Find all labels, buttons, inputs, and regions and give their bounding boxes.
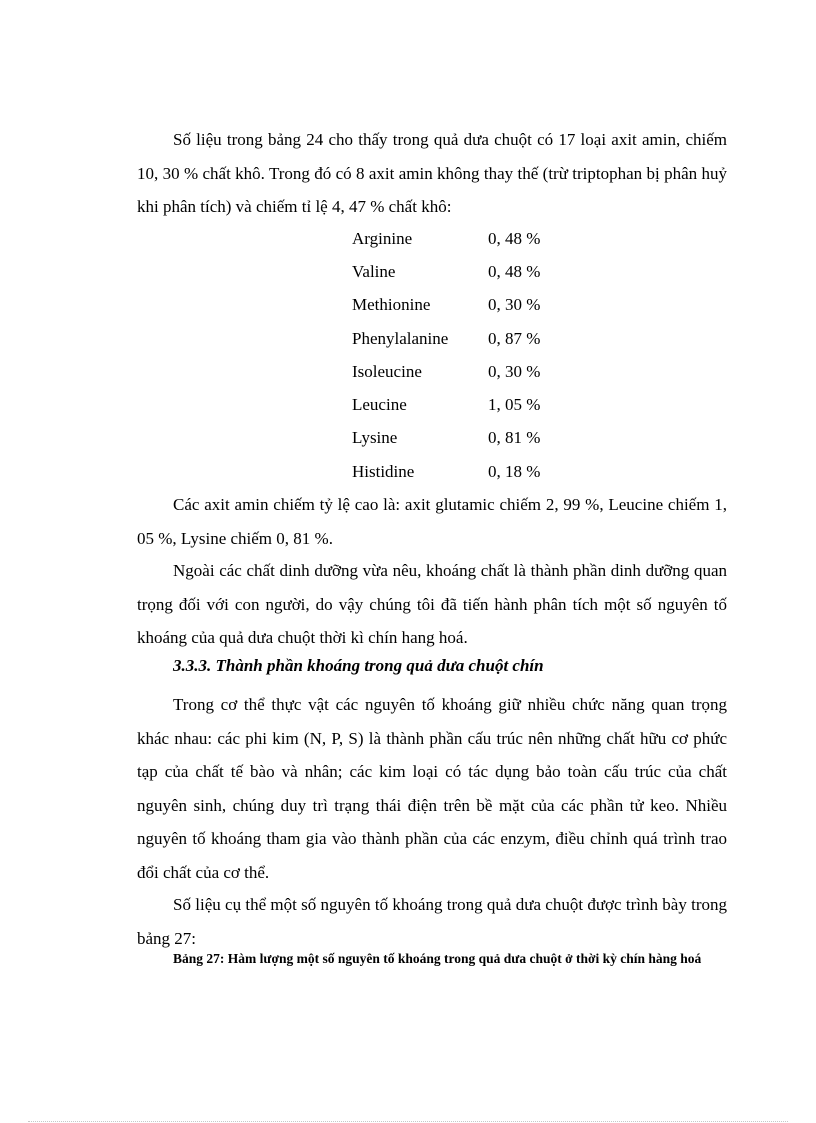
amino-acid-name: Histidine — [352, 461, 415, 481]
table-row — [352, 322, 540, 355]
amino-acid-name: Lysine — [352, 428, 398, 448]
amino-acid-name: Isoleucine — [352, 361, 422, 381]
amino-acid-name: Valine — [352, 261, 396, 281]
amino-acid-name: Phenylalanine — [352, 328, 449, 348]
paragraph-mineral-intro — [137, 554, 727, 655]
table-row — [352, 255, 540, 288]
amino-acid-value: 0, 87 % — [488, 328, 541, 348]
table-row — [352, 422, 540, 455]
paragraph-text: Số liệu cụ thể một số nguyên tố khoáng trong quả dưa chuột được trình bày trong bảng 27: — [137, 895, 727, 948]
amino-acid-value: 0, 18 % — [488, 461, 541, 481]
amino-acid-value: 0, 81 % — [488, 428, 541, 448]
amino-acid-name: Leucine — [352, 395, 407, 415]
paragraph-text: Ngoài các chất dinh dưỡng vừa nêu, khoáng chất là thành phần dinh dưỡng quan trọng đối với con người, do vậy chúng tôi đã tiến hành phân tích một số nguyên tố khoáng của quả dưa chuột thời kì chín hang hoá. — [137, 561, 727, 647]
paragraph-text: Số liệu trong bảng 24 cho thấy trong quả dưa chuột có 17 loại axit amin, chiếm 10, 30 % chất khô. Trong đó có 8 axit amin không thay thế (trừ triptophan bị phân huỷ khi phân tích) và chiếm tỉ lệ 4, 47 % chất khô: — [137, 130, 727, 216]
table-caption — [137, 946, 727, 972]
amino-acid-value: 0, 30 % — [488, 361, 541, 381]
page-bottom-divider — [28, 1121, 788, 1122]
table-caption-text: Bảng 27: Hàm lượng một số nguyên tố khoáng trong quả dưa chuột ở thời kỳ chín hàng hoá — [173, 951, 702, 966]
table-row — [352, 289, 540, 322]
table-row — [352, 222, 540, 255]
amino-acid-value: 0, 48 % — [488, 261, 541, 281]
paragraph-amino-acid-summary — [137, 123, 727, 224]
paragraph-table-reference — [137, 888, 727, 955]
amino-acid-name: Arginine — [352, 228, 413, 248]
amino-acid-value: 0, 30 % — [488, 295, 541, 315]
amino-acid-name: Methionine — [352, 295, 431, 315]
paragraph-high-amino-acids — [137, 488, 727, 555]
amino-acid-value: 1, 05 % — [488, 395, 541, 415]
amino-acid-table — [352, 222, 540, 488]
paragraph-text: Trong cơ thể thực vật các nguyên tố khoáng giữ nhiều chức năng quan trọng khác nhau: các phi kim (N, P, S) là thành phần cấu trúc nên những chất hữu cơ phức tạp của chất tế bào và nhân; các kim loại có tác dụng bảo toàn cấu trúc của chất nguyên sinh, chúng duy trì trạng thái điện trên bề mặt của các phần tử keo. Nhiều nguyên tố khoáng tham gia vào thành phần của các enzym, điều chỉnh quá trình trao đổi chất của cơ thể. — [137, 695, 727, 882]
table-row — [352, 355, 540, 388]
table-row — [352, 388, 540, 421]
amino-acid-value: 0, 48 % — [488, 228, 541, 248]
paragraph-text: Các axit amin chiếm tỷ lệ cao là: axit glutamic chiếm 2, 99 %, Leucine chiếm 1, 05 %, Lysine chiếm 0, 81 %. — [137, 495, 727, 548]
paragraph-mineral-functions — [137, 688, 727, 889]
section-heading: 3.3.3. Thành phần khoáng trong quả dưa chuột chín — [173, 656, 544, 675]
table-row — [352, 455, 540, 488]
